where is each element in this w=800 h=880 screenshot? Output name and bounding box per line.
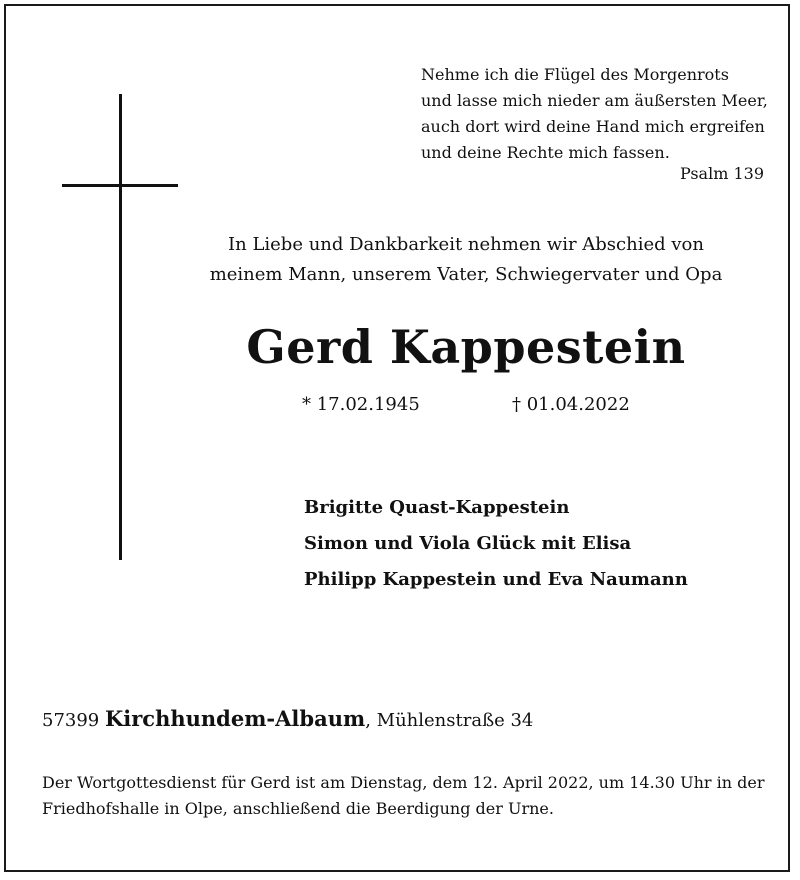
birth-date: * 17.02.1945	[302, 394, 420, 415]
death-date: † 01.04.2022	[512, 394, 630, 415]
address-city: Kirchhundem-Albaum	[105, 706, 366, 731]
intro-line: meinem Mann, unserem Vater, Schwiegervater und Opa	[209, 264, 723, 285]
obituary-notice	[4, 4, 790, 872]
verse-reference: Psalm 139	[680, 164, 764, 183]
verse-line: und lasse mich nieder am äußersten Meer,	[421, 91, 768, 110]
service-line: Friedhofshalle in Olpe, anschließend die Beerdigung der Urne.	[42, 799, 554, 818]
cross-icon-bar	[62, 184, 178, 187]
service-info	[42, 770, 765, 822]
verse-line: Nehme ich die Flügel des Morgenrots	[421, 65, 729, 84]
psalm-verse	[421, 62, 771, 166]
intro-line: In Liebe und Dankbarkeit nehmen wir Abschied von	[228, 234, 704, 255]
service-line: Der Wortgottesdienst für Gerd ist am Dienstag, dem 12. April 2022, um 14.30 Uhr in der	[42, 773, 765, 792]
mourner-entry: Philipp Kappestein und Eva Naumann	[304, 569, 688, 590]
mourners-list	[304, 490, 688, 598]
mourner-entry: Brigitte Quast-Kappestein	[304, 497, 570, 518]
deceased-name: Gerd Kappestein	[246, 320, 686, 374]
farewell-intro	[156, 230, 776, 290]
address-zip: 57399	[42, 710, 100, 731]
verse-line: auch dort wird deine Hand mich ergreifen	[421, 117, 765, 136]
cross-icon	[119, 94, 122, 560]
address-street: Mühlenstraße 34	[376, 710, 534, 731]
verse-line: und deine Rechte mich fassen.	[421, 143, 670, 162]
address-line: 57399 Kirchhundem-Albaum, Mühlenstraße 34	[42, 706, 534, 731]
mourner-entry: Simon und Viola Glück mit Elisa	[304, 533, 632, 554]
